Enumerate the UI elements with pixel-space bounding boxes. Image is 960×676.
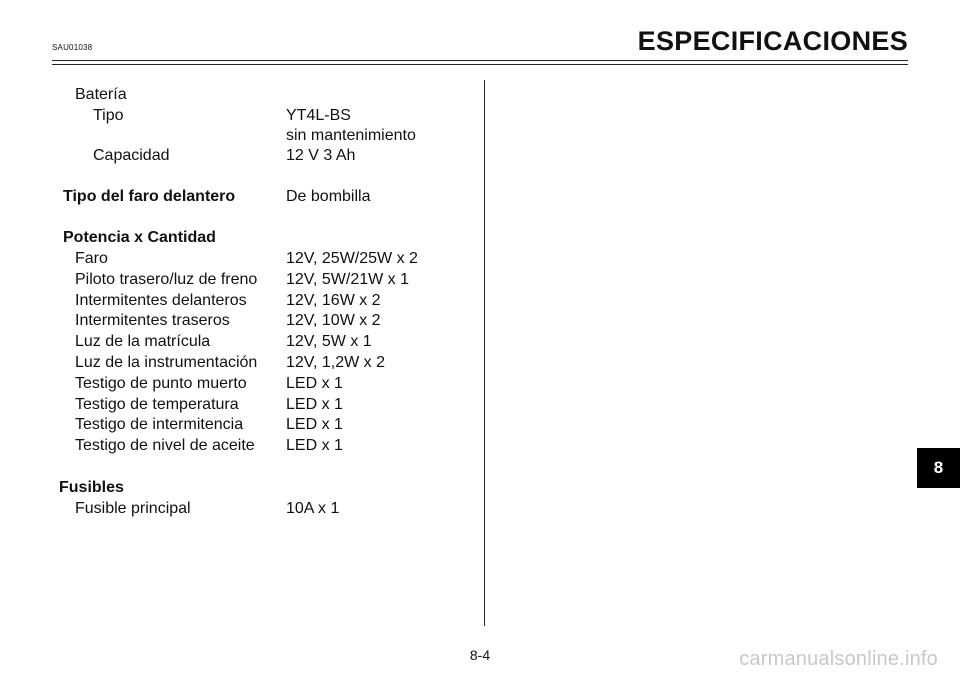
headlight-label: Tipo del faro delantero	[63, 188, 236, 205]
spec-value: 12V, 1,2W x 2	[286, 354, 386, 371]
spec-label: Intermitentes traseros	[75, 312, 230, 329]
spec-value: YT4L-BS	[286, 107, 351, 124]
spec-label: Intermitentes delanteros	[75, 292, 247, 309]
spec-value: 12V, 5W x 1	[286, 333, 372, 350]
fuses-heading: Fusibles	[59, 479, 124, 496]
spec-label: Fusible principal	[75, 500, 191, 517]
headlight-value: De bombilla	[286, 188, 371, 205]
spec-label: Testigo de punto muerto	[75, 375, 247, 392]
header-rule	[52, 60, 908, 61]
chapter-tab: 8	[917, 448, 960, 488]
spec-label: Capacidad	[93, 147, 170, 164]
spec-value: LED x 1	[286, 416, 343, 433]
spec-value: LED x 1	[286, 396, 343, 413]
spec-value: 12V, 5W/21W x 1	[286, 271, 410, 288]
power-heading: Potencia x Cantidad	[63, 229, 216, 246]
spec-value: 12 V 3 Ah	[286, 147, 356, 164]
section-code: SAU01038	[52, 43, 93, 52]
battery-heading: Batería	[75, 86, 127, 103]
page-number: 8-4	[469, 647, 491, 663]
spec-label: Testigo de nivel de aceite	[75, 437, 255, 454]
watermark: carmanualsonline.info	[739, 648, 938, 670]
spec-value: sin mantenimiento	[286, 127, 416, 144]
page-title: ESPECIFICACIONES	[637, 26, 908, 56]
header-rule-thin	[52, 64, 908, 65]
spec-label: Testigo de intermitencia	[75, 416, 244, 433]
spec-value: 12V, 16W x 2	[286, 292, 381, 309]
spec-value: LED x 1	[286, 375, 343, 392]
spec-label: Testigo de temperatura	[75, 396, 239, 413]
column-divider	[484, 80, 485, 626]
spec-value: 12V, 10W x 2	[286, 312, 381, 329]
spec-label: Luz de la instrumentación	[75, 354, 258, 371]
spec-label: Piloto trasero/luz de freno	[75, 271, 258, 288]
spec-value: 12V, 25W/25W x 2	[286, 250, 418, 267]
spec-label: Luz de la matrícula	[75, 333, 211, 350]
spec-label: Tipo	[93, 107, 124, 124]
spec-value: LED x 1	[286, 437, 343, 454]
spec-label: Faro	[75, 250, 108, 267]
spec-value: 10A x 1	[286, 500, 340, 517]
